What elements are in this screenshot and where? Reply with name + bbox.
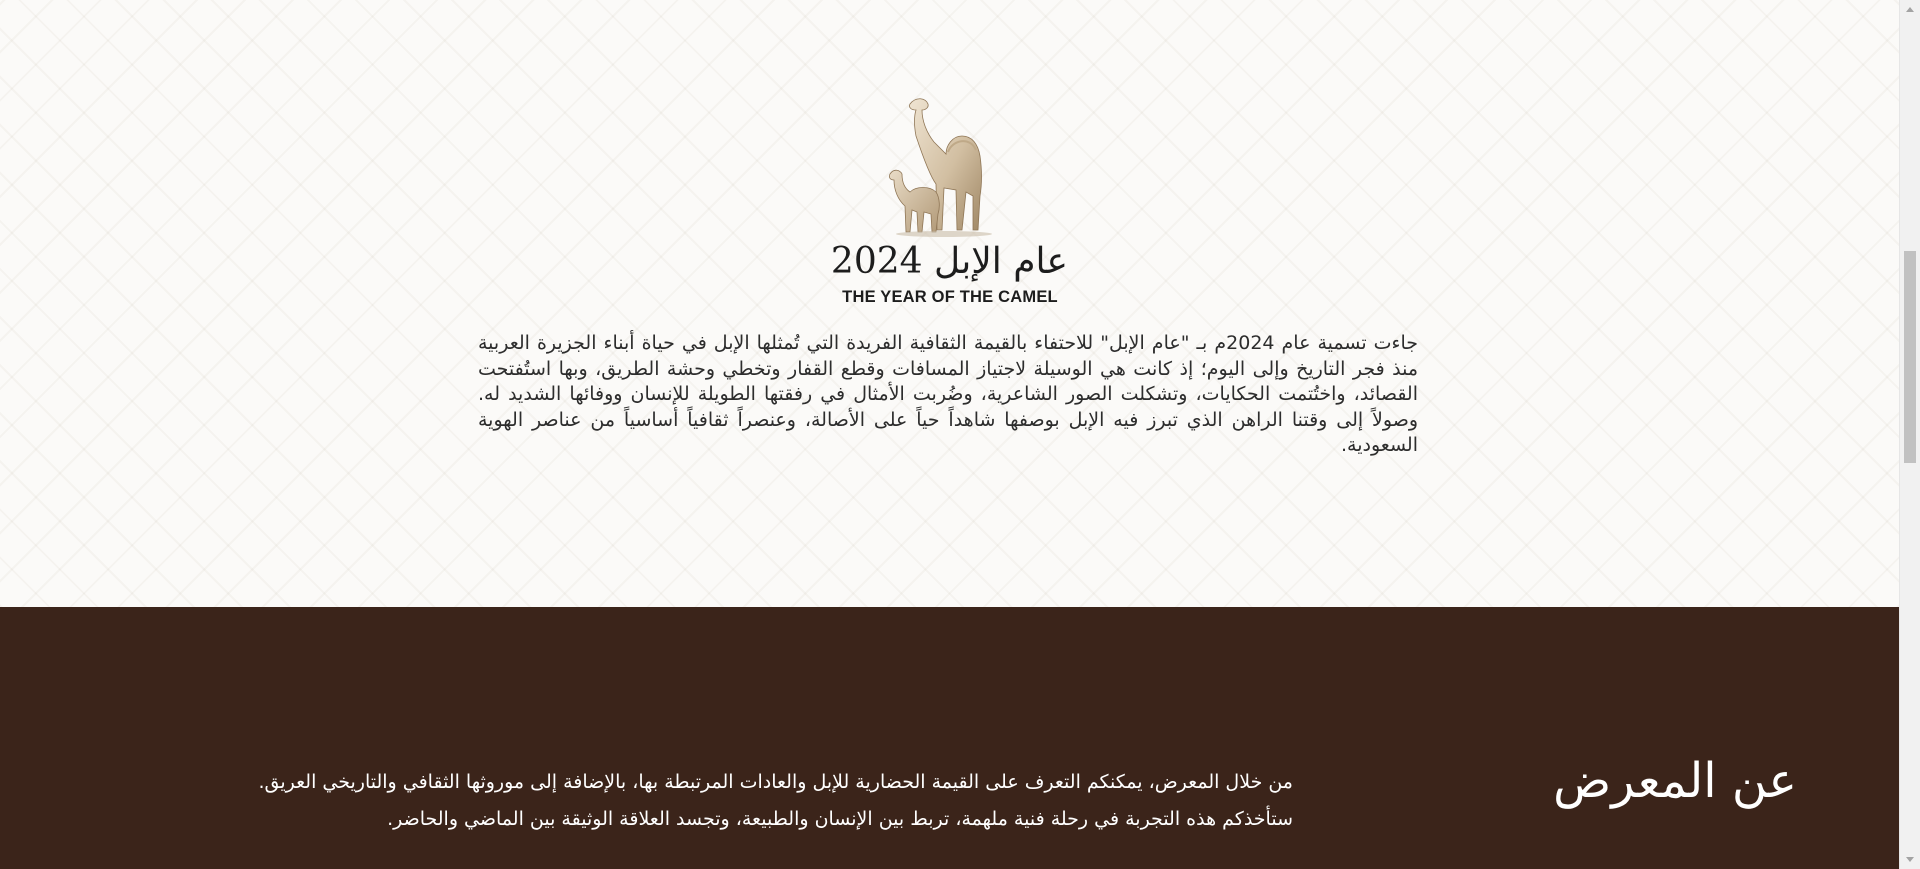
page-scrollbar[interactable] bbox=[1899, 0, 1920, 869]
scroll-down-arrow-icon[interactable] bbox=[1906, 857, 1914, 862]
intro-paragraph: جاءت تسمية عام 2024م بـ "عام الإبل" للاحتفاء بالقيمة الثقافية الفريدة التي تُمثلها الإبل في حياة أبناء الجزيرة العربية منذ فجر التاريخ وإلى اليوم؛ إذ كانت هي الوسيلة لاجتياز المسافات وقطع القفار وتخطي وحشة الطريق، وبها استُفتحت القصائد، واختُتمت الحكايات، وتشكلت الصور الشاعرية، وضُربت الأمثال في رفقتها الطويلة للإنسان ووفائها الشديد له. وصولاً إلى وقتنا الراهن الذي تبرز فيه الإبل بوصفها شاهداً حياً على الأصالة، وعنصراً ثقافياً أساسياً من عناصر الهوية السعودية. bbox=[478, 332, 1418, 456]
about-exhibition-text: من خلال المعرض، يمكنكم التعرف على القيمة الحضارية للإبل والعادات المرتبطة بها، بالإضافة إلى موروثها الثقافي والتاريخي العريق. ستأخذكم هذه التجربة في رحلة فنية ملهمة، تربط بين الإنسان والطبيعة، وتجسد العلاقة الوثيقة بين الماضي والحاضر. bbox=[258, 771, 1293, 830]
scroll-up-arrow-icon[interactable] bbox=[1906, 7, 1914, 12]
logo-arabic-title: عام الإبل 2024 bbox=[830, 241, 1068, 282]
year-of-camel-logo bbox=[832, 92, 1068, 310]
about-exhibition-title: عن المعرض bbox=[1553, 753, 1797, 809]
about-exhibition-section bbox=[0, 607, 1899, 869]
camel-mother-and-calf-icon bbox=[832, 92, 1068, 242]
logo-english-title: THE YEAR OF THE CAMEL bbox=[842, 288, 1058, 306]
scrollbar-thumb[interactable] bbox=[1904, 251, 1916, 463]
